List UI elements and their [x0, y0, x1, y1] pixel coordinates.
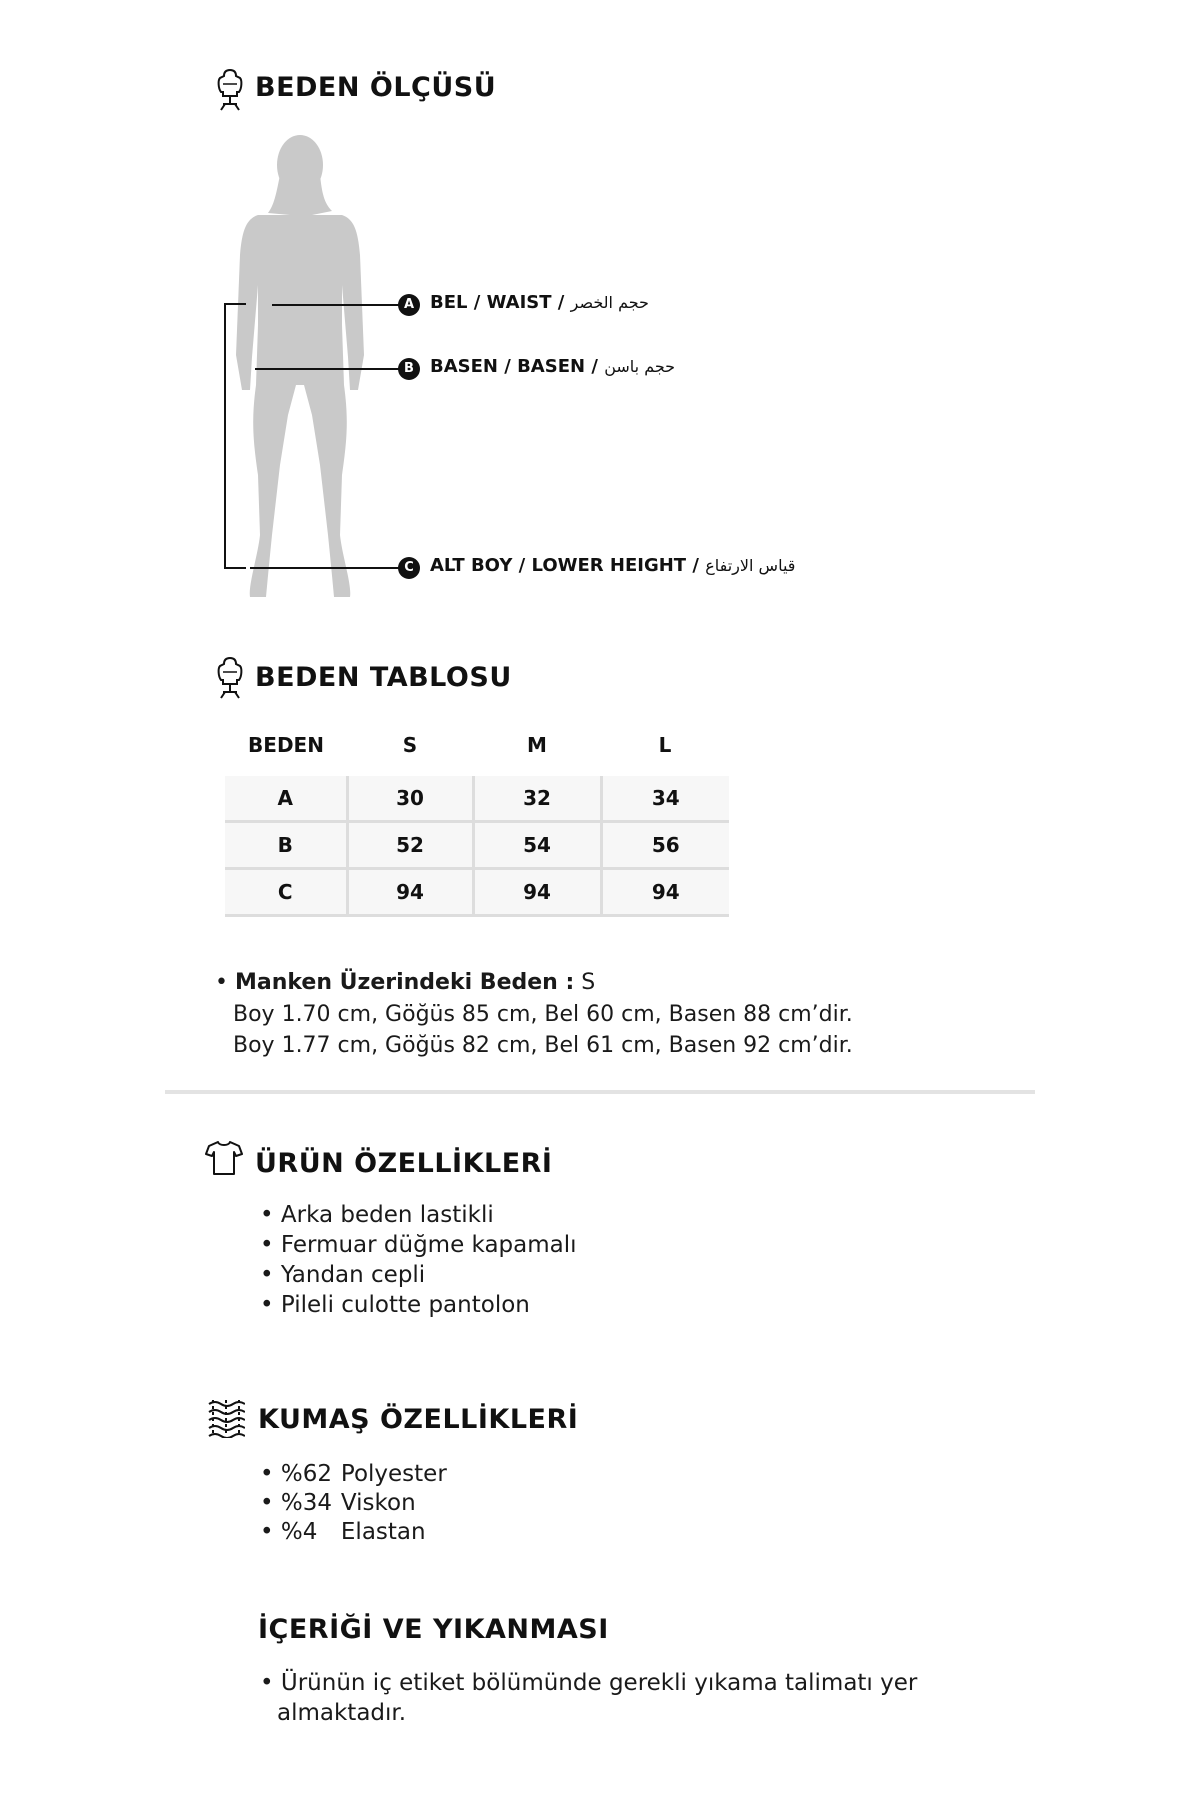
table-cell: 34 — [601, 776, 729, 822]
list-item: • %4 Elastan — [260, 1518, 447, 1547]
table-cell: 30 — [347, 776, 473, 822]
product-features-list — [260, 1200, 577, 1320]
table-cell: 32 — [473, 776, 601, 822]
line-c — [250, 567, 400, 569]
product-features-title: ÜRÜN ÖZELLİKLERİ — [255, 1148, 553, 1179]
table-cell: C — [225, 869, 347, 916]
bracket-vertical — [224, 303, 226, 569]
table-cell: 94 — [347, 869, 473, 916]
label-hip: BASEN / BASEN / حجم باسن — [430, 356, 676, 377]
list-item: • Pileli culotte pantolon — [260, 1290, 577, 1320]
table-cell: 54 — [473, 822, 601, 869]
table-cell: 56 — [601, 822, 729, 869]
table-row — [225, 822, 729, 869]
badge-b: B — [398, 358, 420, 380]
badge-c: C — [398, 557, 420, 579]
size-table — [225, 722, 729, 917]
list-item: • Yandan cepli — [260, 1260, 577, 1290]
header-s: S — [402, 733, 418, 757]
label-waist: BEL / WAIST / حجم الخصر — [430, 292, 649, 313]
size-guide-title: BEDEN ÖLÇÜSÜ — [255, 72, 497, 103]
table-cell: 52 — [347, 822, 473, 869]
model-measure-1: Boy 1.70 cm, Göğüs 85 cm, Bel 60 cm, Basen 88 cm’dir. — [233, 1002, 853, 1027]
table-cell: B — [225, 822, 347, 869]
model-measure-2: Boy 1.77 cm, Göğüs 82 cm, Bel 61 cm, Basen 92 cm’dir. — [233, 1033, 853, 1058]
list-item: • %34 Viskon — [260, 1489, 447, 1518]
badge-a: A — [398, 294, 420, 316]
list-item: • %62 Polyester — [260, 1460, 447, 1489]
header-m: M — [527, 733, 547, 757]
table-cell: A — [225, 776, 347, 822]
model-size: • Manken Üzerindeki Beden : S — [215, 970, 596, 995]
label-lower-height: ALT BOY / LOWER HEIGHT / قياس الارتفاع — [430, 555, 796, 576]
list-item: • Fermuar düğme kapamalı — [260, 1230, 577, 1260]
header-l: L — [658, 733, 672, 757]
tshirt-icon — [205, 1140, 243, 1176]
table-cell: 94 — [473, 869, 601, 916]
section-divider — [165, 1090, 1035, 1094]
bracket-bottom — [224, 567, 246, 569]
list-item: • Arka beden lastikli — [260, 1200, 577, 1230]
header-size: BEDEN — [248, 733, 324, 757]
table-cell: 94 — [601, 869, 729, 916]
mannequin-icon — [215, 68, 245, 112]
fabric-features-title: KUMAŞ ÖZELLİKLERİ — [258, 1404, 579, 1435]
fabric-features-list — [260, 1460, 447, 1547]
line-a — [272, 304, 400, 306]
care-text: • Ürünün iç etiket bölümünde gerekli yıkama talimatı yer almaktadır. — [260, 1670, 918, 1726]
size-table-title: BEDEN TABLOSU — [255, 662, 512, 693]
line-b — [255, 368, 400, 370]
table-row — [225, 776, 729, 822]
fabric-icon — [207, 1398, 245, 1438]
care-title: İÇERİĞİ VE YIKANMASI — [258, 1614, 609, 1645]
table-header-row — [225, 722, 729, 768]
body-silhouette — [228, 135, 378, 605]
mannequin-icon — [215, 656, 245, 700]
table-row — [225, 869, 729, 916]
bracket-top — [224, 303, 246, 305]
